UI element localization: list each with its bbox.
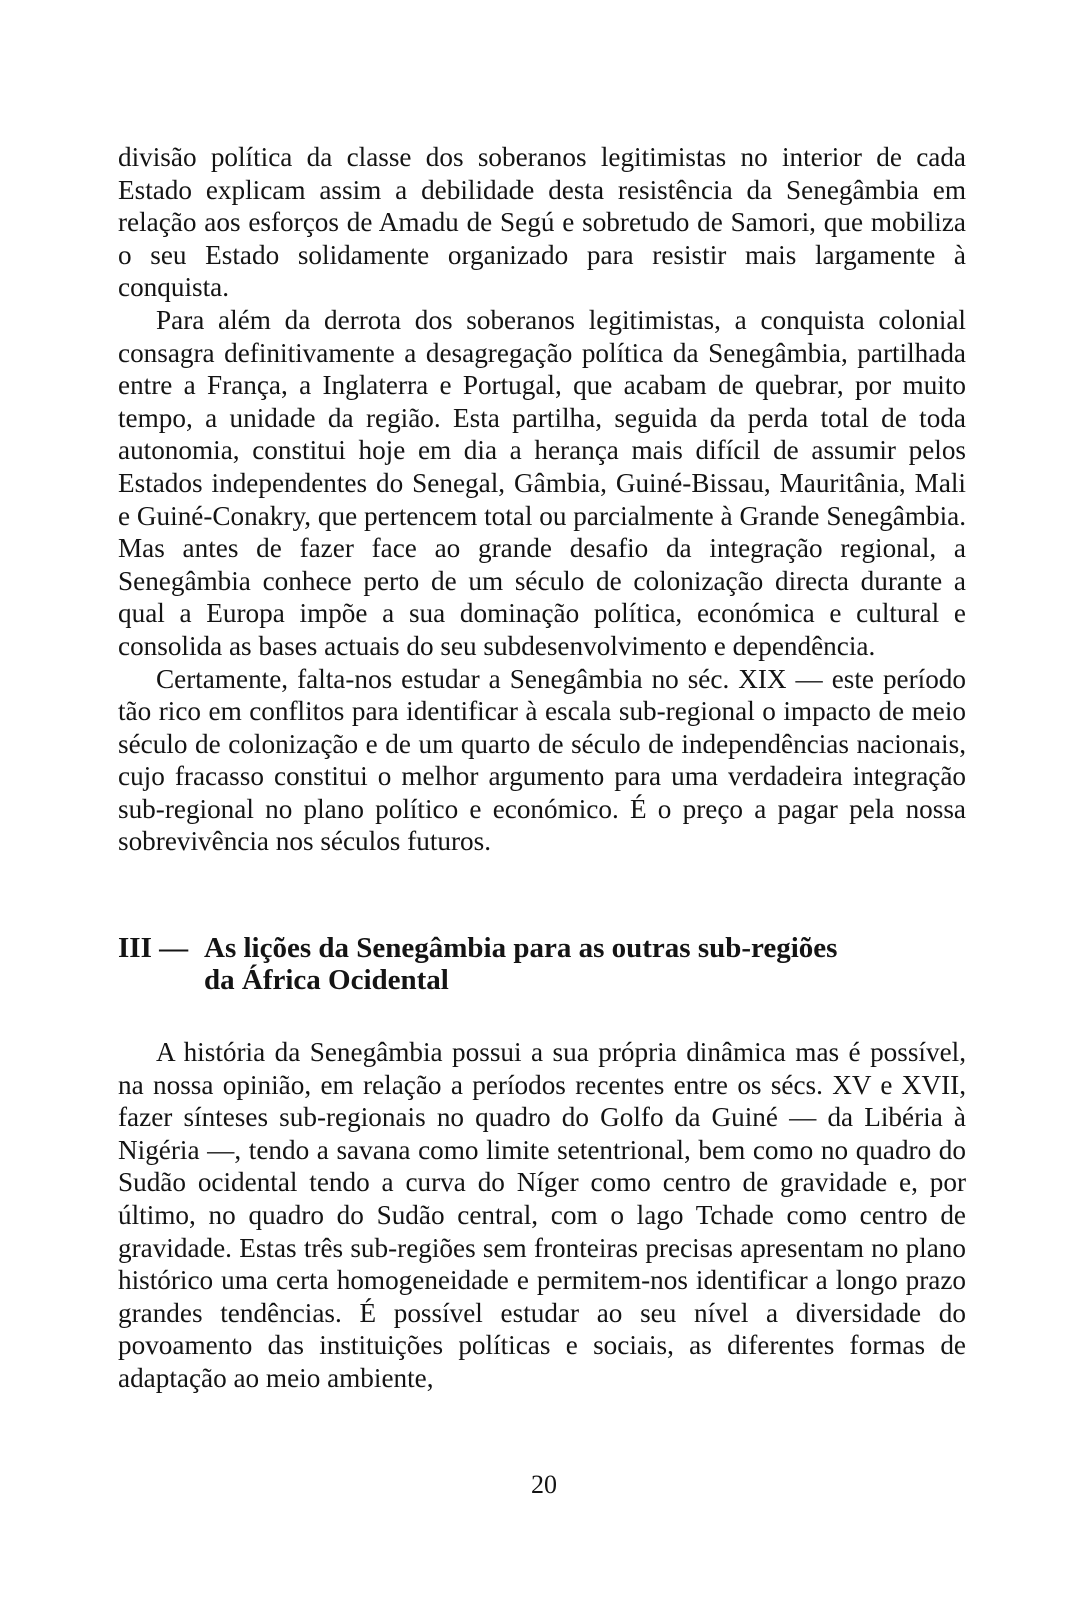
paragraph-nineteenth-century: Certamente, falta-nos estudar a Senegâmbia no séc. XIX — este período tão rico em conflitos para identificar à escala sub-regional o impacto de meio século de colonização e de um quarto de século de independências nacionais, cujo fracasso constitui o melhor argumento para uma verdadeira integração sub-regional no plano político e económico. É o preço a pagar pela nossa sobrevivência nos séculos futuros.	[118, 663, 966, 857]
paragraph-continuation: divisão política da classe dos soberanos legitimistas no interior de cada Estado explicam assim a debilidade desta resistência da Senegâmbia em relação aos esforços de Amadu de Segú e sobretudo de Samori, que mobiliza o seu Estado solidamente organizado para resistir mais largamente à conquista.	[118, 142, 966, 303]
page-number: 20	[531, 1470, 557, 1499]
section-number: III —	[118, 932, 189, 965]
section-title-line-1: As lições da Senegâmbia para as outras sub-regiões	[204, 932, 838, 965]
section-title-line-2: da África Ocidental	[204, 964, 449, 997]
page-body	[118, 141, 966, 1395]
paragraph-colonial-conquest: Para além da derrota dos soberanos legitimistas, a conquista colonial consagra definitivamente a desagregação política da Senegâmbia, partilhada entre a França, a Inglaterra e Portugal, que acabam de quebrar, por muito tempo, a unidade da região. Esta partilha, seguida da perda total de toda autonomia, constitui hoje em dia a herança mais difícil de assumir pelos Estados independentes do Senegal, Gâmbia, Guiné-Bissau, Mauritânia, Mali e Guiné-Conakry, que pertencem total ou parcialmente à Grande Senegâmbia. Mas antes de fazer face ao grande desafio da integração regional, a Senegâmbia conhece perto de um século de colonização directa durante a qual a Europa impõe a sua dominação política, económica e cultural e consolida as bases actuais do seu subdesenvolvimento e dependência.	[118, 304, 966, 661]
section-heading	[118, 932, 966, 996]
paragraph-subregions: A história da Senegâmbia possui a sua própria dinâmica mas é possível, na nossa opinião, em relação a períodos recentes entre os sécs. XV e XVII, fazer sínteses sub-regionais no quadro do Golfo da Guiné — da Libéria à Nigéria —, tendo a savana como limite setentrional, bem como no quadro do Sudão ocidental tendo a curva do Níger como centro de gravidade e, por último, no quadro do Sudão central, com o lago Tchade como centro de gravidade. Estas três sub-regiões sem fronteiras precisas apresentam no plano histórico uma certa homogeneidade e permitem-nos identificar a longo prazo grandes tendências. É possível estudar ao seu nível a diversidade do povoamento das instituições políticas e sociais, as diferentes formas de adaptação ao meio ambiente,	[118, 1037, 966, 1393]
